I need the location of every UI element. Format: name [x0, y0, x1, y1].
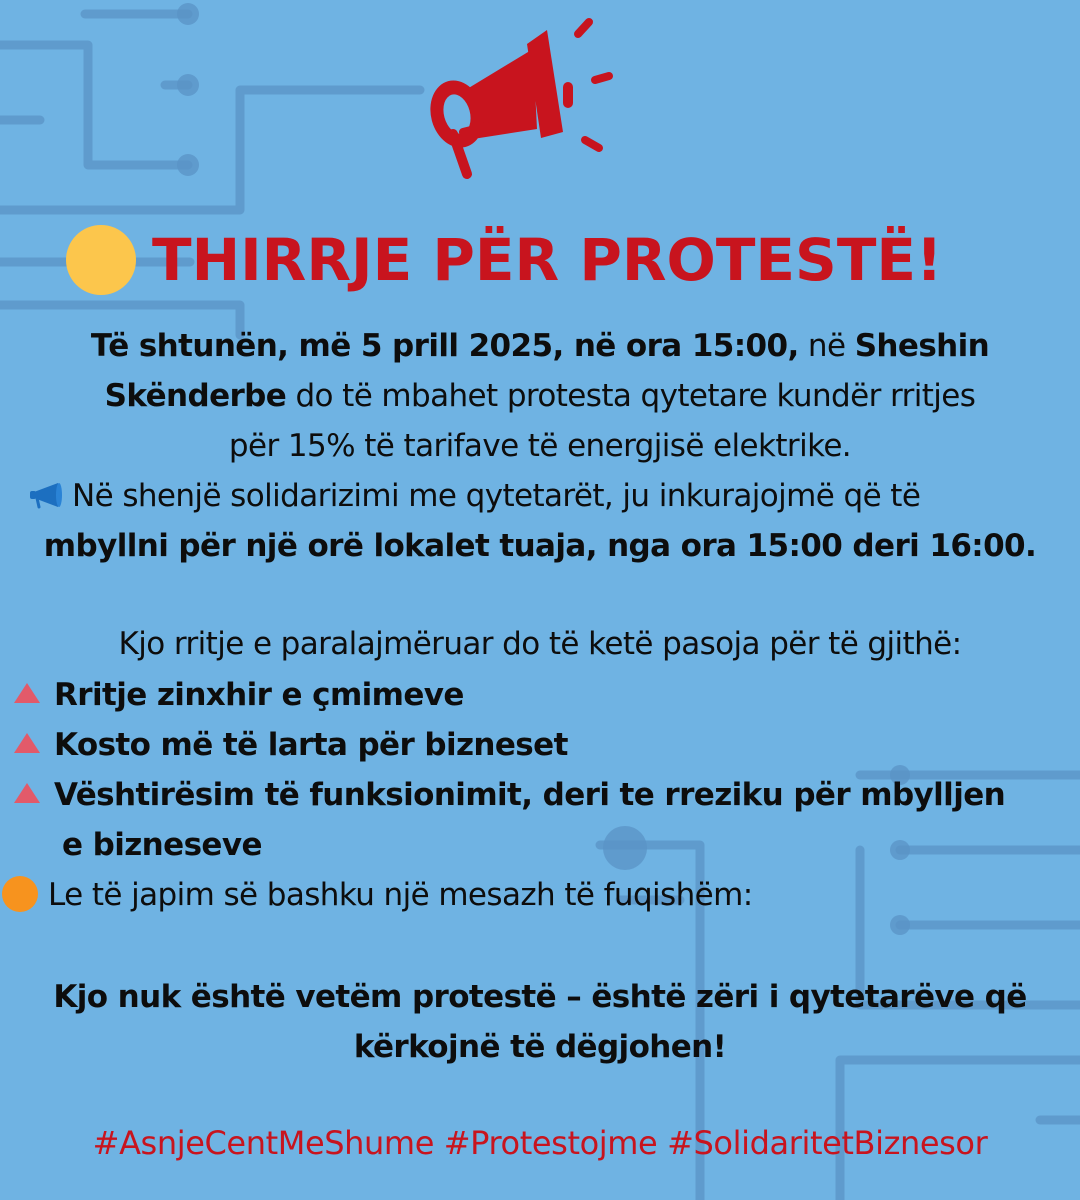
intro-location-part-1: Sheshin — [854, 328, 990, 364]
red-triangle-icon — [14, 733, 40, 753]
intro-line-4 — [28, 474, 920, 518]
consequences-heading-text: Kjo rritje e paralajmëruar do të ketë pasoja për të gjithë: — [118, 626, 962, 662]
orange-circle-icon — [2, 876, 38, 912]
list-item-continuation — [62, 823, 262, 867]
megaphone-icon — [415, 14, 625, 184]
red-triangle-icon — [14, 683, 40, 703]
intro-text-2: do të mbahet protesta qytetare kundër rritjes — [286, 378, 976, 414]
intro-line-1 — [0, 324, 1080, 368]
list-item — [14, 723, 568, 767]
red-triangle-icon — [14, 783, 40, 803]
list-item — [14, 673, 464, 717]
message-lead-text: Le të japim së bashku një mesazh të fuqishëm: — [48, 877, 753, 913]
intro-date-time: Të shtunën, më 5 prill 2025, në ora 15:00, — [90, 328, 799, 364]
megaphone-icon — [28, 480, 68, 510]
title-row — [0, 222, 1080, 302]
intro-text-4: Në shenjë solidarizimi me qytetarët, ju inkurajojmë që të — [72, 478, 921, 514]
list-item-text: Kosto më të larta për bizneset — [54, 727, 568, 763]
intro-line-5 — [0, 524, 1080, 568]
consequences-heading — [0, 622, 1080, 666]
message-bold-text-1: Kjo nuk është vetëm protestë – është zëri i qytetarëve që — [53, 979, 1027, 1015]
list-item — [14, 773, 1005, 817]
message-lead — [2, 873, 753, 917]
list-item-text: Rritje zinxhir e çmimeve — [54, 677, 464, 713]
page-title: THIRRJE PËR PROTESTË! — [152, 226, 943, 294]
intro-line-3 — [0, 424, 1080, 468]
message-bold-text-2: kërkojnë të dëgjohen! — [353, 1029, 727, 1065]
intro-location-part-2: Skënderbe — [104, 378, 287, 414]
yellow-circle-icon — [66, 225, 136, 295]
intro-connector: në — [798, 328, 855, 364]
message-bold-line-1 — [0, 975, 1080, 1019]
intro-line-2 — [0, 374, 1080, 418]
list-item-text: e bizneseve — [62, 827, 262, 863]
intro-text-3: për 15% të tarifave të energjisë elektrike. — [228, 428, 852, 464]
list-item-text: Vështirësim të funksionimit, deri te rreziku për mbylljen — [54, 777, 1006, 813]
hashtags: #AsnjeCentMeShume #Protestojme #SolidaritetBiznesor — [92, 1124, 988, 1162]
message-bold-line-2 — [0, 1025, 1080, 1069]
intro-closing-hours: mbyllni për një orë lokalet tuaja, nga ora 15:00 deri 16:00. — [43, 528, 1037, 564]
